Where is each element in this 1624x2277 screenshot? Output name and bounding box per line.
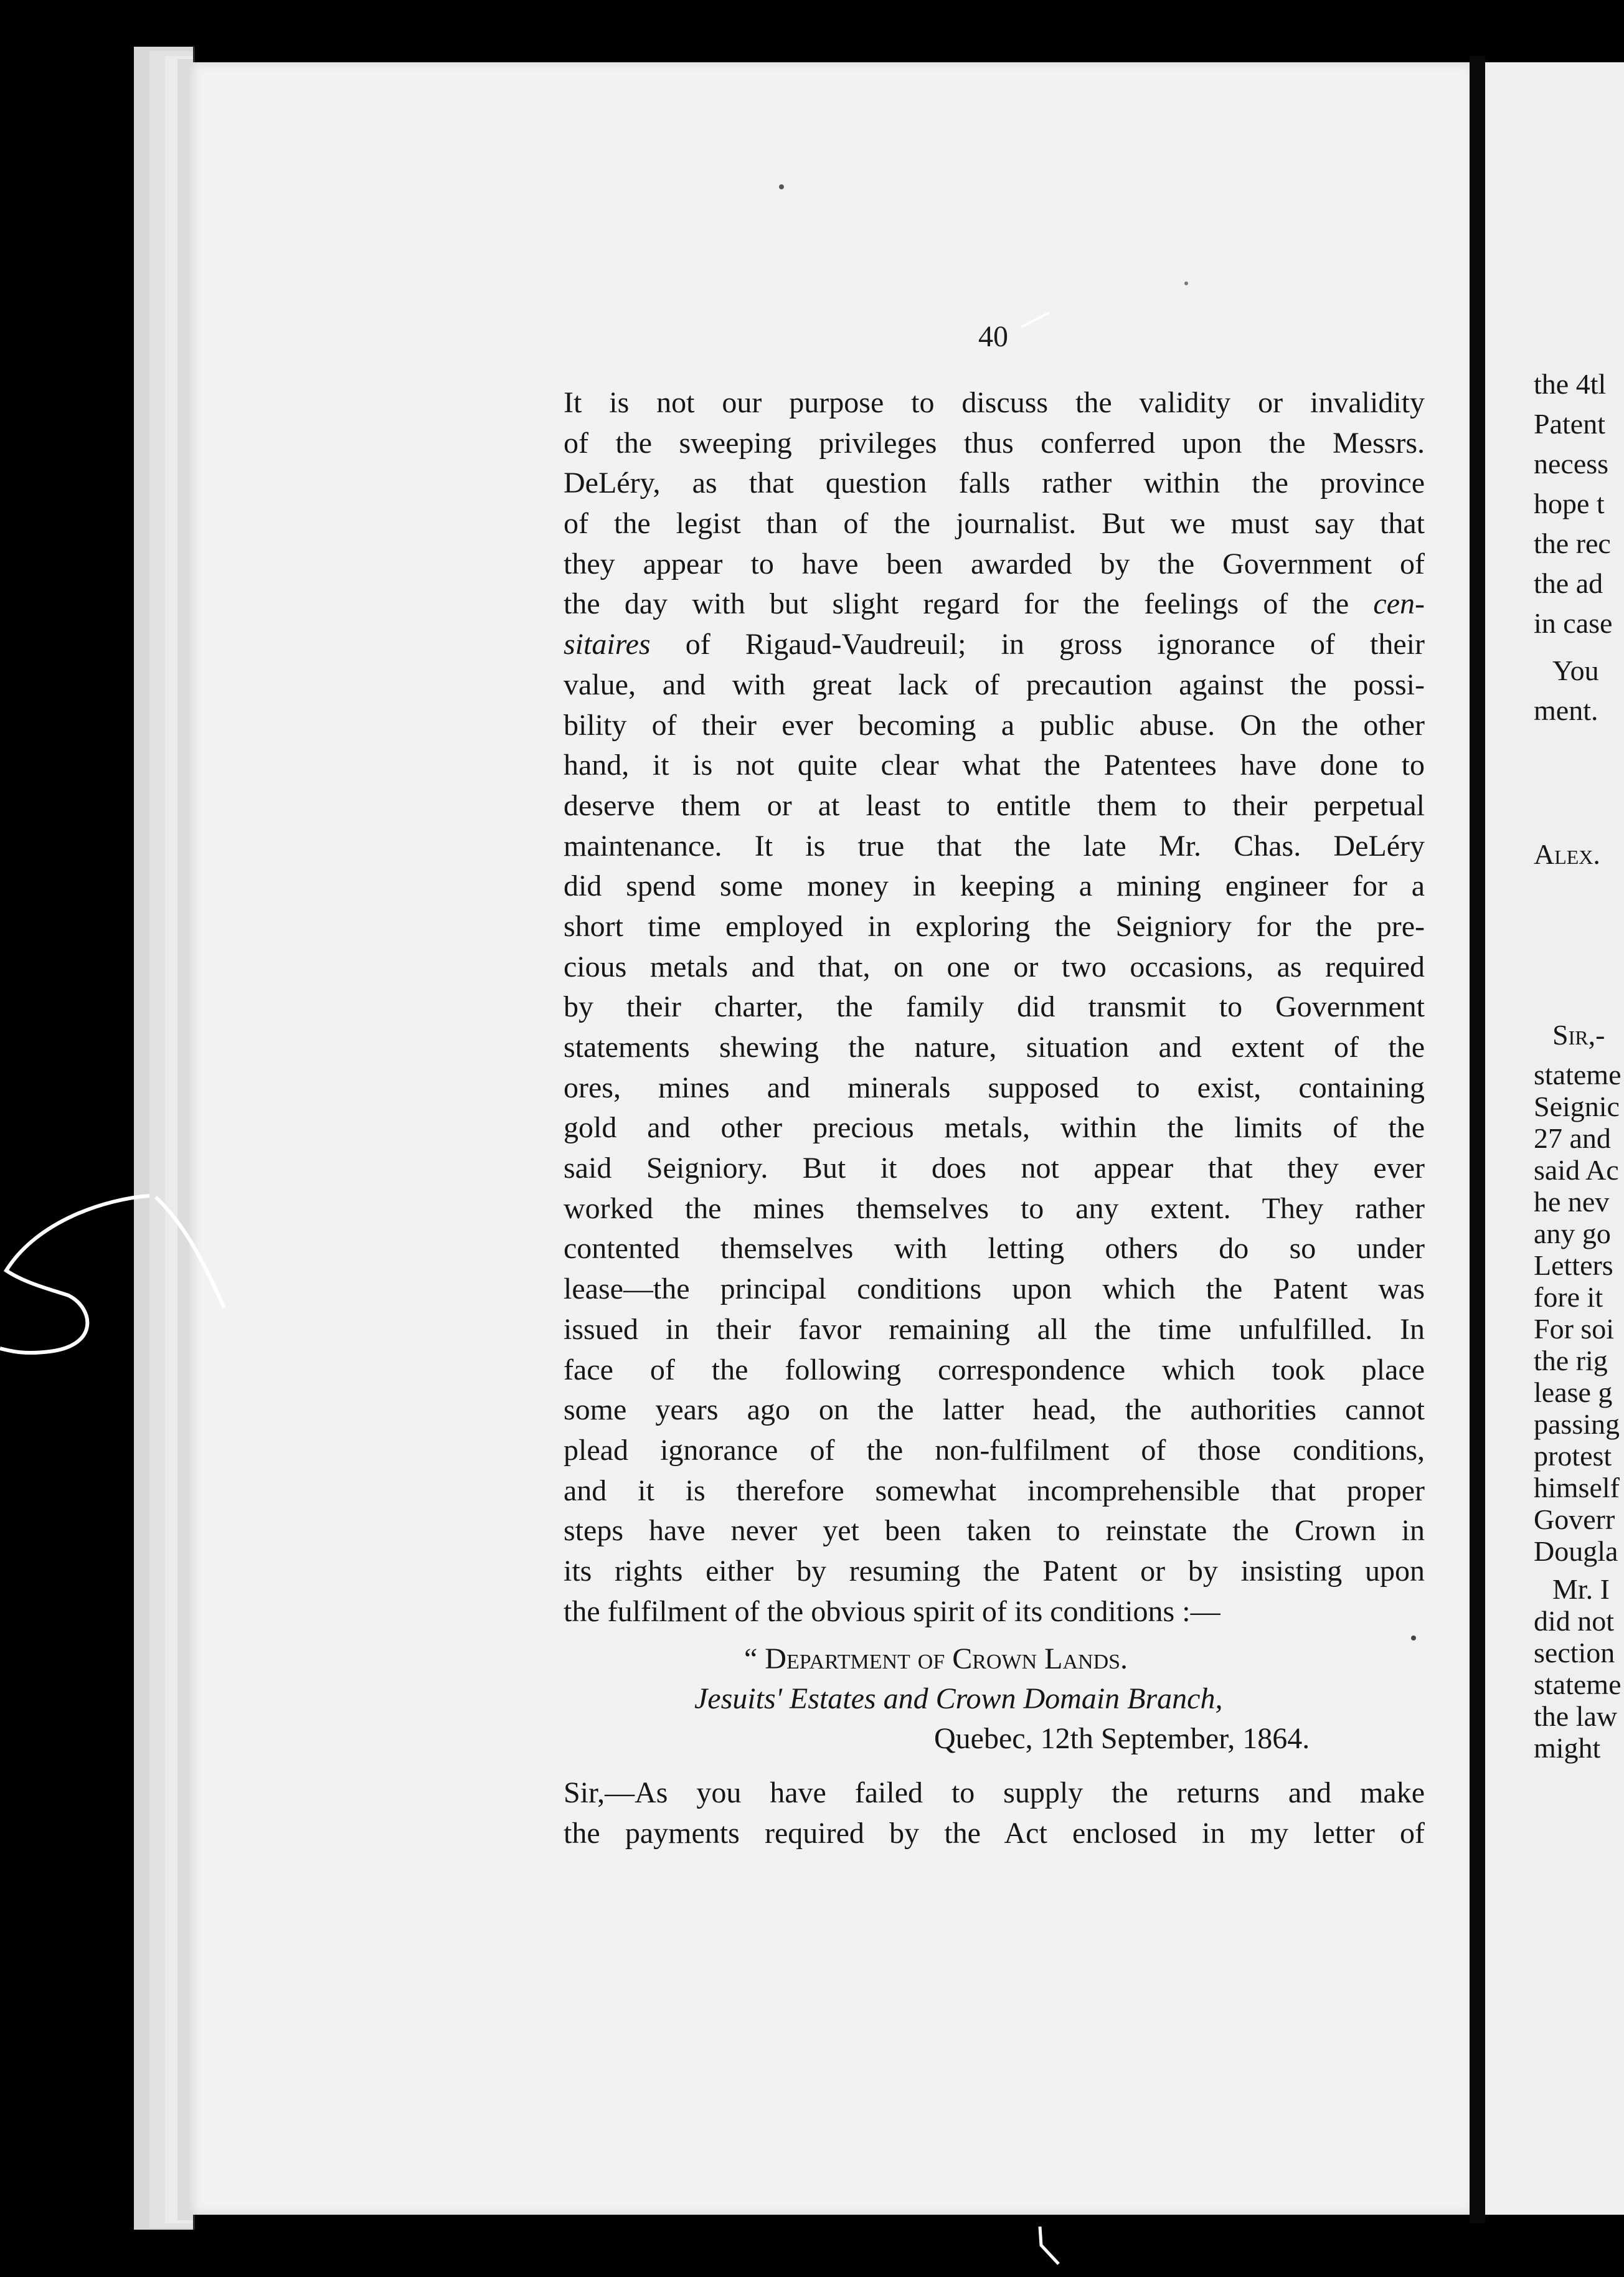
scan-mark xyxy=(1034,2227,1071,2276)
text-line: contented themselves with letting others do so under xyxy=(564,1232,1425,1266)
margin-scribble xyxy=(0,1183,237,1383)
text-line: fore it xyxy=(1534,1281,1603,1313)
text-line: Sir,- xyxy=(1552,1019,1605,1051)
text-line: said Seigniory. But it does not appear that they ever xyxy=(564,1152,1425,1185)
body-paragraph xyxy=(564,383,1425,1632)
branch-title: Jesuits' Estates and Crown Domain Branch, xyxy=(694,1682,1223,1715)
text-line: the payments required by the Act enclosed in my letter of xyxy=(564,1816,1425,1850)
text-line: protest xyxy=(1534,1440,1612,1472)
text-line: For soi xyxy=(1534,1313,1615,1345)
text-line: they appear to have been awarded by the Government of xyxy=(564,547,1425,580)
text-line: and it is therefore somewhat incomprehensible that proper xyxy=(564,1474,1425,1507)
italic-term: cen- xyxy=(1373,587,1425,621)
text-line: stateme xyxy=(1534,1059,1622,1091)
text-line: hope t xyxy=(1534,488,1605,519)
text-line: steps have never yet been taken to reinstate the Crown in xyxy=(564,1514,1425,1548)
letter-body xyxy=(564,1773,1425,1853)
text-line: sitaires of Rigaud-Vaudreuil; in gross ignorance of their xyxy=(564,628,1425,661)
text-line: some years ago on the latter head, the authorities cannot xyxy=(564,1393,1425,1427)
text-line: Goverr xyxy=(1534,1503,1615,1535)
place-date: Quebec, 12th September, 1864. xyxy=(934,1722,1310,1755)
text-line: might xyxy=(1534,1732,1601,1764)
text-line: gold and other precious metals, within the limits of the xyxy=(564,1111,1425,1145)
facing-page xyxy=(1485,62,1624,2215)
text-line: Dougla xyxy=(1534,1535,1618,1567)
text-line: worked the mines themselves to any extent. They rather xyxy=(564,1191,1425,1225)
text-line: its rights either by resuming the Patent or by insisting upon xyxy=(564,1554,1425,1588)
department-title: “ Department of Crown Lands. xyxy=(744,1642,1128,1675)
text-line: did not xyxy=(1534,1605,1615,1637)
text-line: Seignic xyxy=(1534,1091,1620,1122)
text-line: section xyxy=(1534,1637,1615,1669)
text-line: It is not our purpose to discuss the validity or invalidity xyxy=(564,386,1425,419)
letter-heading xyxy=(694,1639,1317,1759)
text-line: stateme xyxy=(1534,1669,1622,1700)
text-line: of the sweeping privileges thus conferred upon the Messrs. xyxy=(564,426,1425,460)
text-line: short time employed in exploring the Seigniory for the pre- xyxy=(564,909,1425,943)
text-line: face of the following correspondence which took place xyxy=(564,1353,1425,1386)
text-line: himself xyxy=(1534,1472,1620,1503)
text-line: deserve them or at least to entitle them to their perpetual xyxy=(564,788,1425,822)
text-line: ores, mines and minerals supposed to exist, containing xyxy=(564,1071,1425,1104)
text-line: said Ac xyxy=(1534,1154,1619,1186)
text-line: 27 and xyxy=(1534,1122,1611,1154)
text-line: did spend some money in keeping a mining engineer for a xyxy=(564,869,1425,903)
text-line: the day with but slight regard for the feelings of the cen- xyxy=(564,587,1425,621)
text-line: bility of their ever becoming a public abuse. On the other xyxy=(564,708,1425,742)
text-line: lease g xyxy=(1534,1376,1613,1408)
text-line: the rec xyxy=(1534,528,1611,559)
text-line: passing xyxy=(1534,1408,1620,1440)
text-line: hand, it is not quite clear what the Patentees have done to xyxy=(564,749,1425,782)
text-line: any go xyxy=(1534,1218,1611,1249)
text-line: the 4tl xyxy=(1534,368,1607,400)
text-line: lease—the principal conditions upon which the Patent was xyxy=(564,1272,1425,1306)
text-line: the law xyxy=(1534,1700,1618,1732)
page-number: 40 xyxy=(978,320,1008,353)
text-line: Sir,—As you have failed to supply the returns and make xyxy=(564,1776,1425,1809)
text-line: the rig xyxy=(1534,1345,1608,1376)
text-line: in case xyxy=(1534,607,1613,639)
text-line: You xyxy=(1552,655,1599,686)
text-line: statements shewing the nature, situation and extent of the xyxy=(564,1031,1425,1064)
text-line: the fulfilment of the obvious spirit of its conditions :— xyxy=(564,1594,1220,1628)
text-line: Letters xyxy=(1534,1249,1613,1281)
text-line: plead ignorance of the non-fulfilment of those conditions, xyxy=(564,1433,1425,1467)
text-line: by their charter, the family did transmit to Government xyxy=(564,990,1425,1024)
text-line: he nev xyxy=(1534,1186,1610,1218)
text-line: issued in their favor remaining all the time unfulfilled. In xyxy=(564,1312,1425,1346)
text-line: value, and with great lack of precaution against the possi- xyxy=(564,668,1425,701)
text-line: Mr. I xyxy=(1552,1573,1610,1605)
text-line: the ad xyxy=(1534,567,1603,599)
binding-gutter xyxy=(1470,56,1485,2223)
text-line: necess xyxy=(1534,448,1609,480)
italic-term: sitaires xyxy=(564,628,651,661)
text-line: cious metals and that, on one or two occasions, as required xyxy=(564,950,1425,983)
text-line: ment. xyxy=(1534,694,1598,726)
text-line: maintenance. It is true that the late Mr. Chas. DeLéry xyxy=(564,829,1425,863)
text-line: DeLéry, as that question falls rather within the province xyxy=(564,466,1425,500)
text-line: Patent xyxy=(1534,408,1605,440)
text-line: of the legist than of the journalist. But we must say that xyxy=(564,507,1425,541)
text-line: Alex. xyxy=(1534,838,1600,870)
